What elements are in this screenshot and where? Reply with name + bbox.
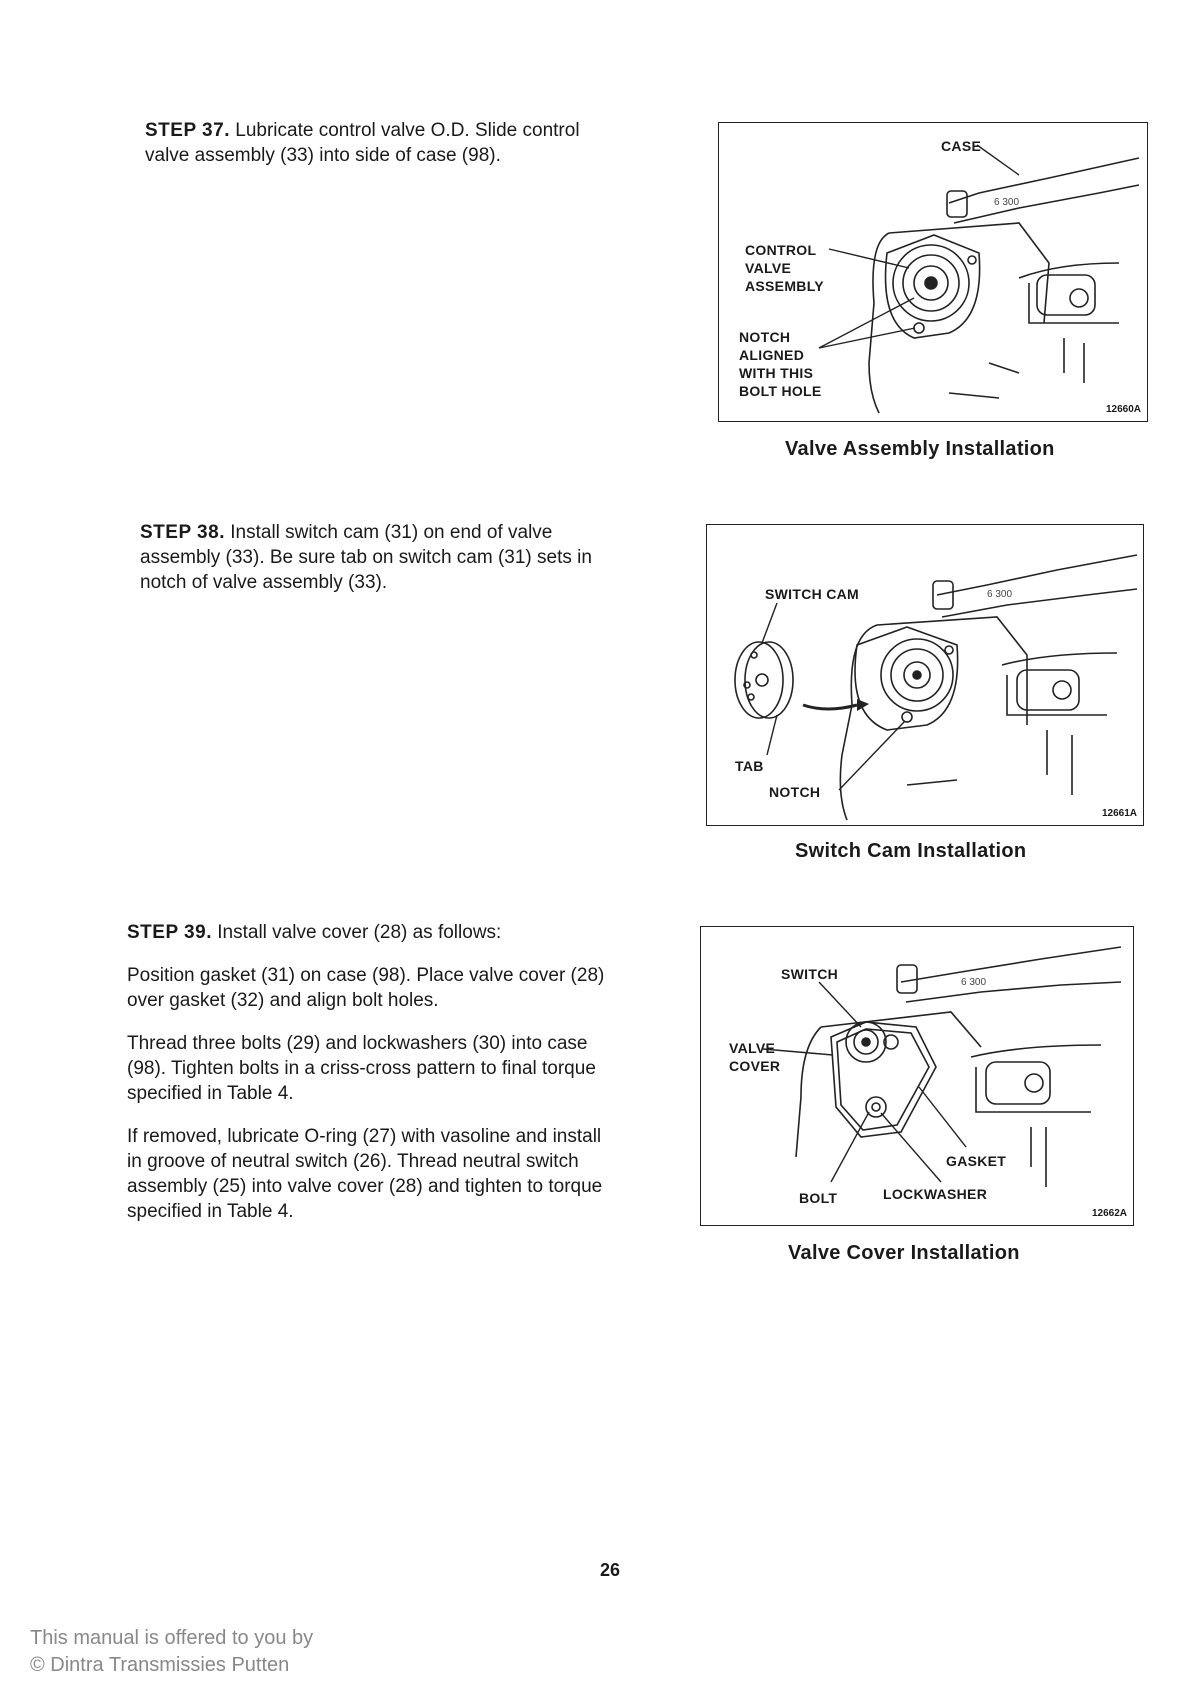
label-switch: SWITCH (781, 966, 839, 982)
step-37 (145, 118, 625, 186)
caption-valve-assembly: Valve Assembly Installation (785, 438, 1055, 460)
label-notch: NOTCH ALIGNED WITH THIS BOLT HOLE (739, 329, 822, 399)
caption-switch-cam: Switch Cam Installation (795, 840, 1027, 862)
figure-switch-cam (706, 524, 1144, 826)
figure-valve-cover (700, 926, 1134, 1226)
label-notch-2: NOTCH (769, 784, 821, 800)
page-number: 26 (600, 1560, 621, 1580)
label-case: CASE (941, 138, 982, 154)
step-38-text (140, 520, 620, 595)
figure-number-2: 12661A (1101, 808, 1137, 819)
step-39-paragraph-1: Install valve cover (28) as follows: (217, 922, 502, 943)
step-38-paragraph: Install switch cam (31) on end of valve assembly (33). Be sure tab on switch cam (31) sets in notch of valve assembly (33). (140, 522, 592, 593)
svg-text:6 300: 6 300 (987, 589, 1013, 600)
label-control-valve: CONTROL VALVE ASSEMBLY (745, 242, 824, 294)
step-38 (140, 520, 620, 613)
footer-line-2: © Dintra Transmissies Putten (30, 1654, 290, 1676)
step-39-paragraph-3: Thread three bolts (29) and lockwashers (30) into case (98). Tighten bolts in a criss-cross pattern to final torque specified in Table 4. (127, 1033, 596, 1104)
figure-valve-assembly (718, 122, 1148, 422)
caption-valve-cover: Valve Cover Installation (788, 1242, 1020, 1264)
footer-credit (30, 1625, 313, 1679)
svg-text:6 300: 6 300 (961, 977, 987, 988)
step-37-paragraph: Lubricate control valve O.D. Slide control valve assembly (33) into side of case (98). (145, 120, 580, 166)
svg-text:6 300: 6 300 (994, 197, 1020, 208)
step-39-paragraph-4: If removed, lubricate O-ring (27) with vasoline and install in groove of neutral switch (26). Thread neutral switch assembly (25) into valve cover (28) and tighten to torque specified in Table 4. (127, 1126, 603, 1222)
label-switch-cam: SWITCH CAM (765, 586, 859, 602)
step-39-text (127, 920, 607, 945)
step-37-text (145, 118, 625, 168)
label-gasket: GASKET (946, 1153, 1007, 1169)
label-lockwasher: LOCKWASHER (883, 1186, 988, 1202)
step-39-paragraph-2: Position gasket (31) on case (98). Place valve cover (28) over gasket (32) and align bolt holes. (127, 965, 605, 1011)
label-bolt: BOLT (799, 1190, 838, 1206)
footer-line-1: This manual is offered to you by (30, 1627, 314, 1649)
label-valve-cover: VALVE COVER (729, 1040, 781, 1074)
step-37-heading: STEP 37. (145, 120, 230, 141)
step-39-heading: STEP 39. (127, 922, 212, 943)
switch-cam-illustration (707, 525, 1143, 825)
figure-number-3: 12662A (1091, 1208, 1127, 1219)
valve-cover-illustration (701, 927, 1133, 1225)
figure-number-1: 12660A (1105, 404, 1141, 415)
step-38-heading: STEP 38. (140, 522, 225, 543)
step-39 (127, 920, 607, 1242)
label-tab: TAB (735, 758, 764, 774)
